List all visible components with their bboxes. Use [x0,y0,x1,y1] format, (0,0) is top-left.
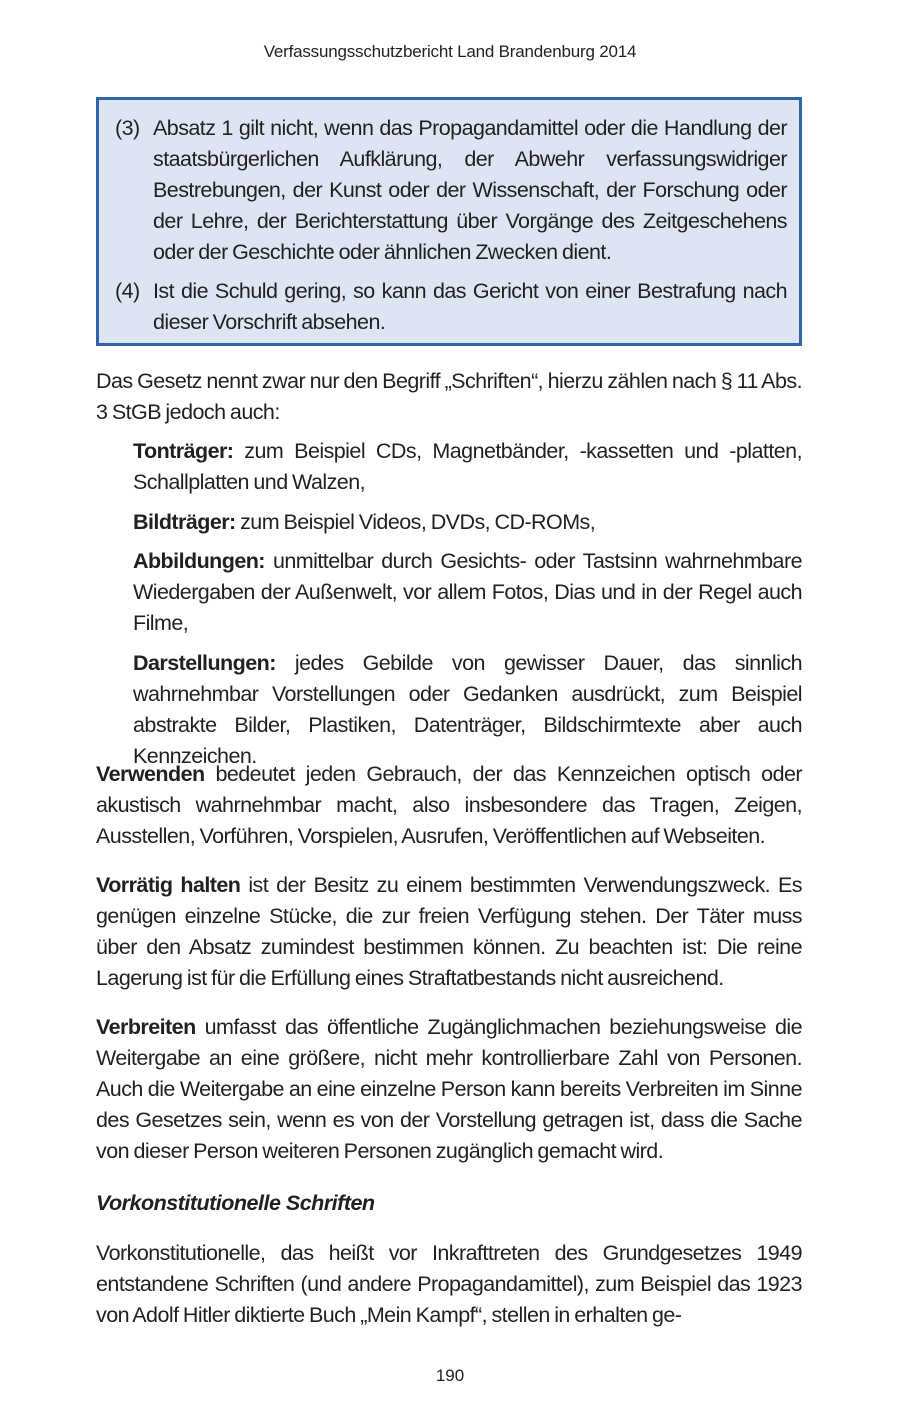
paragraph-verbreiten [96,1012,802,1167]
item-text: Absatz 1 gilt nicht, wenn das Propagandamittel oder die Handlung der staatsbürgerlichen Aufklärung, der Abwehr verfassungswidriger Bestrebungen, der Kunst oder der Wissenschaft, der Forschung oder der Lehre, der Berichterstattung über Vorgänge des Zeitgeschehens oder der Geschichte oder ähnlichen Zwecken dient. [153,116,787,264]
legal-item-3 [115,113,787,268]
paragraph-text: umfasst das öffentliche Zugänglichmachen beziehungsweise die Weitergabe an eine größere, nicht mehr kontrollierbare Zahl von Personen. Auch die Weitergabe an eine einzelne Person kann bereits Verbreiten im Sinne des Gesetzes sein, wenn es von der Vorstellung getragen ist, dass die Sache von dieser Person weiteren Personen zugänglich gemacht wird. [96,1015,802,1163]
definition-bildtraeger [133,507,802,538]
final-paragraph: Vorkonstitutionelle, das heißt vor Inkrafttreten des Grundgesetzes 1949 entstandene Schriften (und andere Propagandamittel), zum Beispiel das 1923 von Adolf Hitler diktierte Buch „Mein Kampf“, stellen in erhalten ge- [96,1241,802,1327]
definition-tontraeger [133,436,802,498]
paragraph-text: bedeutet jeden Gebrauch, der das Kennzeichen optisch oder akustisch wahrnehmbar macht, also insbesondere das Tragen, Zeigen, Ausstellen, Vorführen, Vorspielen, Ausrufen, Veröffentlichen auf Webseiten. [96,762,802,848]
item-number: (3) [115,116,140,140]
legal-item-4 [115,276,787,338]
definition-text: jedes Gebilde von gewisser Dauer, das sinnlich wahrnehmbar Vorstellungen oder Gedanken ausdrückt, zum Beispiel abstrakte Bilder, Plastiken, Datenträger, Bildschirmtexte aber auch Kennzeichen. [133,651,802,768]
definition-text: zum Beispiel CDs, Magnetbänder, -kassetten und -platten, Schallplatten und Walzen, [133,439,802,494]
paragraph-vorraetig-halten [96,870,802,994]
definition-text: zum Beispiel Videos, DVDs, CD-ROMs, [235,510,596,534]
paragraph-term: Verbreiten [96,1015,196,1039]
item-text: Ist die Schuld gering, so kann das Gericht von einer Bestrafung nach dieser Vorschrift absehen. [153,279,787,334]
running-header: Verfassungsschutzbericht Land Brandenburg 2014 [263,42,637,61]
definition-darstellungen [133,648,802,772]
definition-term: Darstellungen: [133,651,276,675]
intro-paragraph: Das Gesetz nennt zwar nur den Begriff „Schriften“, hierzu zählen nach § 11 Abs. 3 StGB jedoch auch: [96,369,802,424]
paragraph-text: ist der Besitz zu einem bestimmten Verwendungszweck. Es genügen einzelne Stücke, die zur freien Verfügung stehen. Der Täter muss über den Absatz zumindest bestimmen können. Zu beachten ist: Die reine Lagerung ist für die Erfüllung eines Straftatbestands nicht ausreichend. [96,873,803,990]
paragraph-verwenden [96,759,802,852]
page-number: 190 [435,1366,465,1385]
definition-term: Bildträger: [133,510,236,534]
paragraph-term: Vorrätig halten [96,873,241,897]
definition-abbildungen [133,546,802,639]
definition-text: unmittelbar durch Gesichts- oder Tastsinn wahrnehmbare Wiedergaben der Außenwelt, vor allem Fotos, Dias und in der Regel auch Filme, [133,549,802,635]
item-number: (4) [115,279,140,303]
paragraph-term: Verwenden [96,762,205,786]
definition-term: Tonträger: [133,439,234,463]
section-heading: Vorkonstitutionelle Schriften [96,1191,375,1215]
definition-term: Abbildungen: [133,549,265,573]
legal-text-box [96,97,802,346]
